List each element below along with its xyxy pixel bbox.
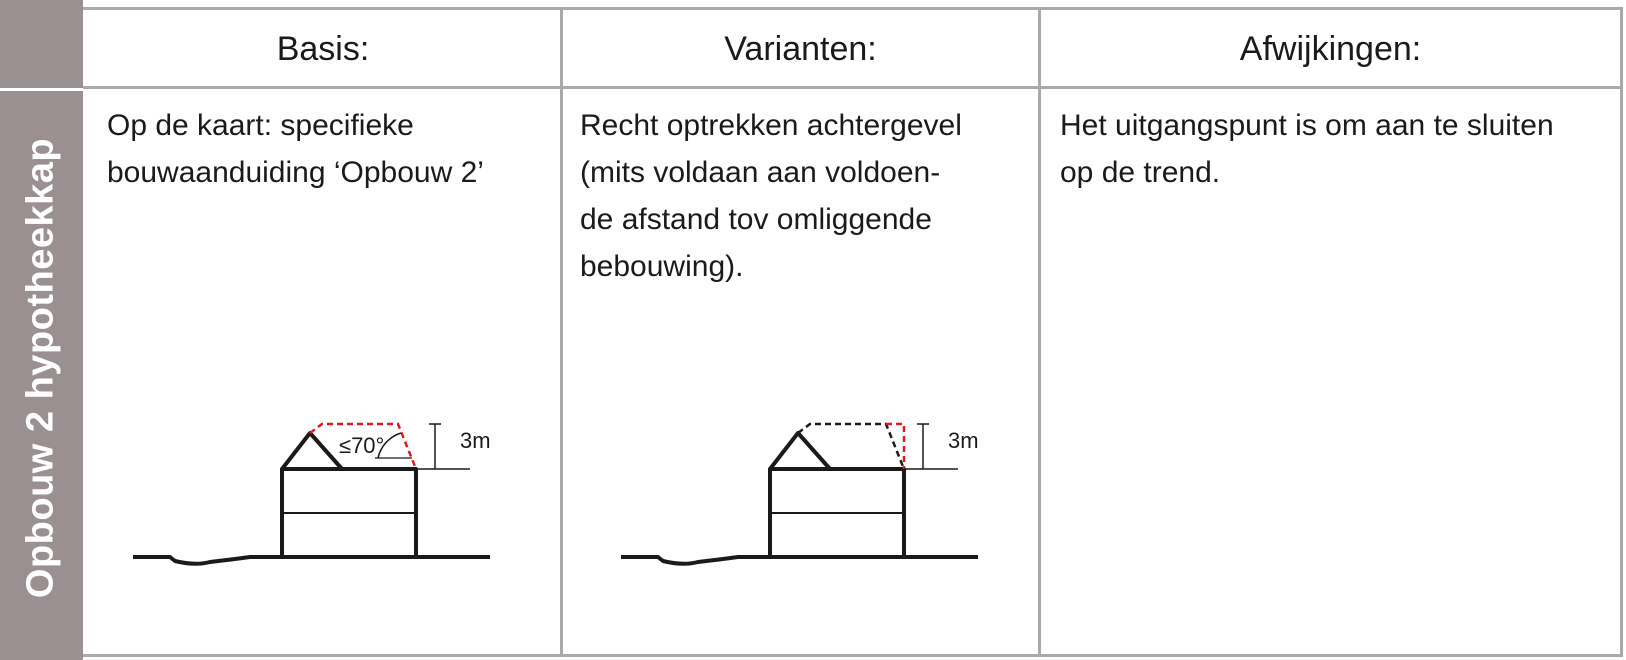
sidebar-corner (0, 0, 83, 88)
basis-text: Op de kaart: specifieke bouwaanduiding ‘Opbouw 2’ (107, 109, 484, 189)
header-afwijkingen: Afwijkingen: (1239, 29, 1422, 68)
gable-roof (282, 433, 342, 469)
height-label: 3m (948, 428, 979, 453)
header-basis: Basis: (276, 29, 370, 68)
column-divider-1 (560, 7, 563, 657)
varianten-section-diagram (608, 400, 1008, 575)
table-bottom-border (83, 654, 1623, 657)
table-right-border (1620, 7, 1623, 657)
basis-section-diagram (120, 400, 520, 575)
row-label: Opbouw 2 hypotheekkap (19, 137, 62, 599)
afwijkingen-text: Het uitgangspunt is om aan te sluiten op de trend. (1060, 109, 1554, 189)
varianten-text: Recht optrekken achtergevel (mits voldaan aan voldoen- de afstand tov omliggende bebouwing). (580, 109, 962, 283)
header-varianten: Varianten: (724, 29, 877, 68)
ground-line (133, 557, 490, 564)
ground-line (621, 557, 978, 564)
column-divider-2 (1038, 7, 1041, 657)
gable-roof (770, 433, 830, 469)
height-label: 3m (460, 428, 491, 453)
angle-label: ≤70° (339, 433, 385, 458)
mansard-outline-dashed (798, 424, 904, 469)
